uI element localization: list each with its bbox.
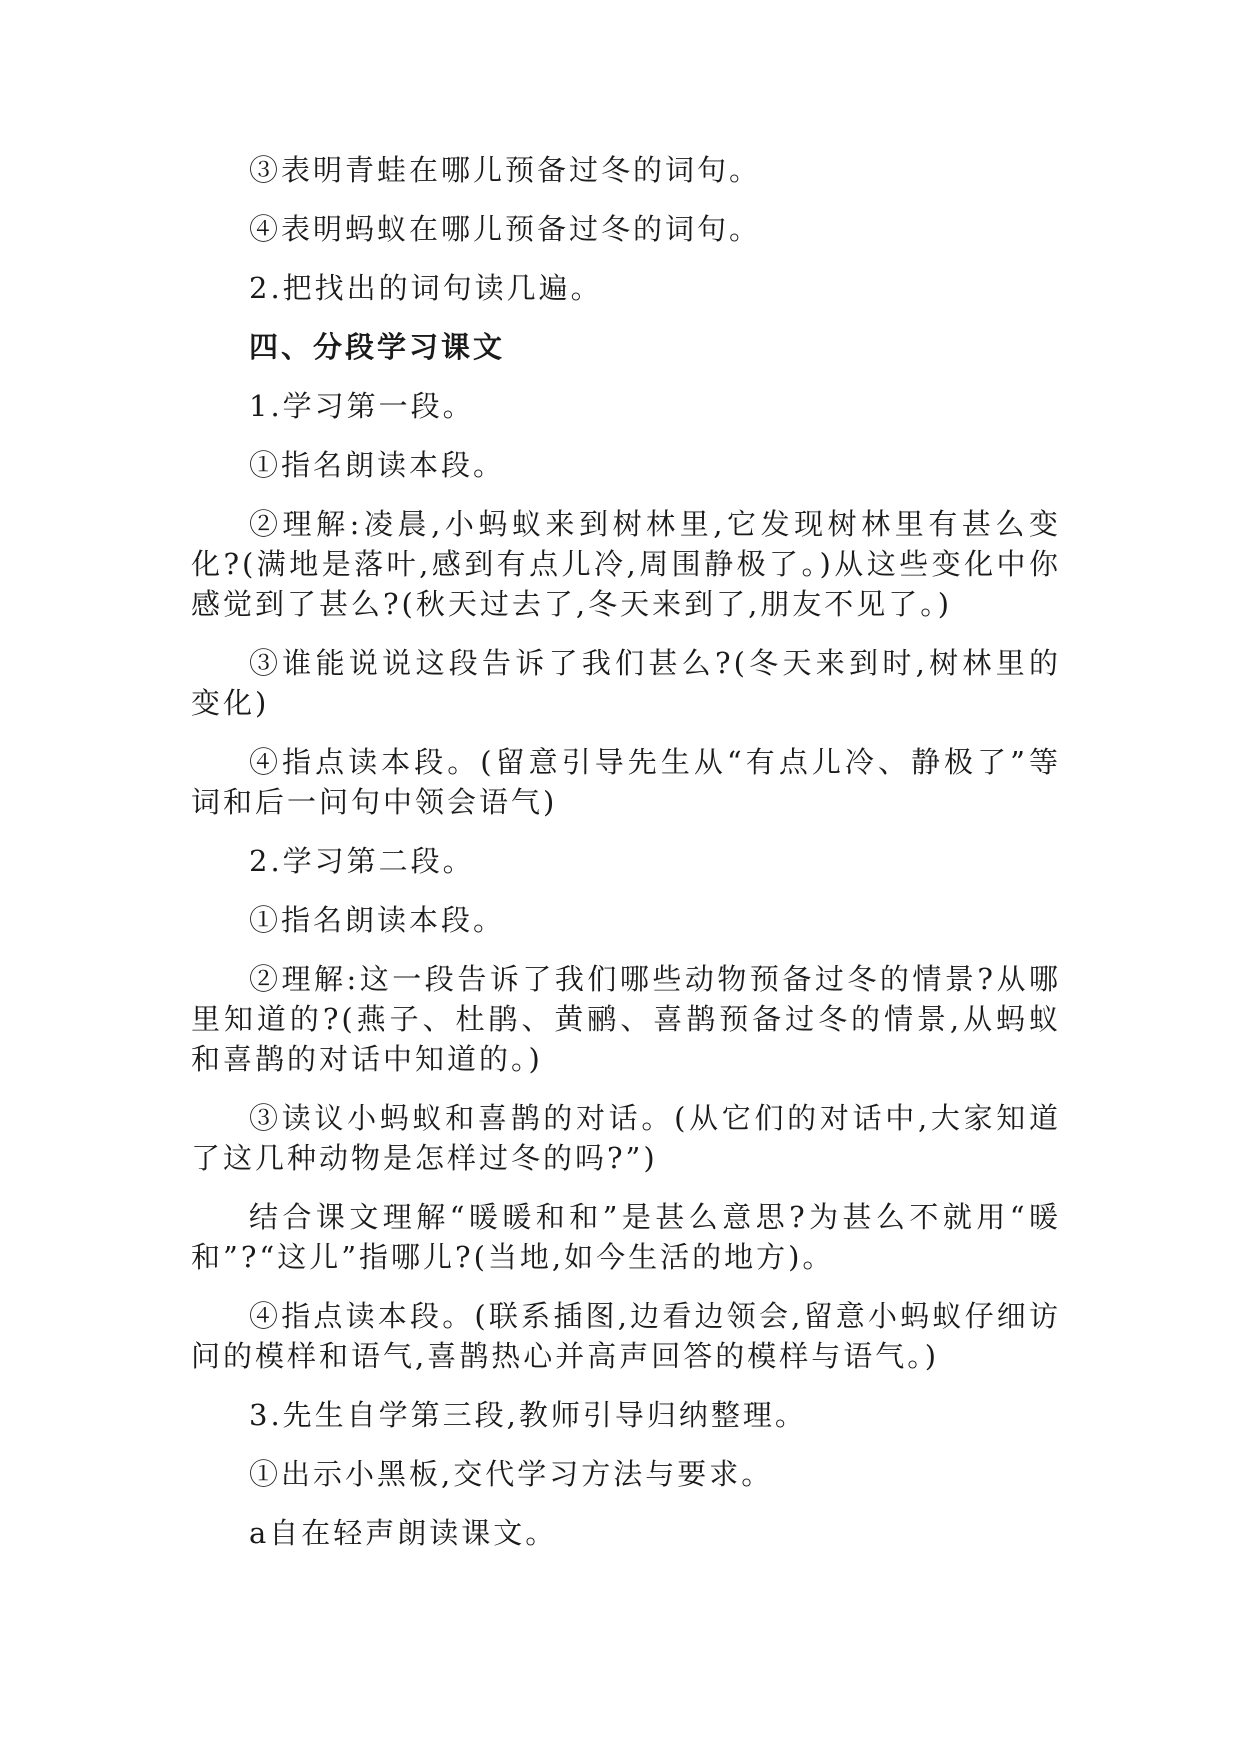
paragraph: ④表明蚂蚁在哪儿预备过冬的词句。 — [249, 212, 762, 246]
paragraph: ①指名朗读本段。 — [249, 448, 506, 482]
paragraph: 结合课文理解“暖暖和和”是甚么意思?为甚么不就用“暖和”?“这儿”指哪儿?(当地,如今生活的地方)。 — [191, 1200, 1061, 1274]
document-body — [191, 150, 1061, 1553]
paragraph: ②理解:这一段告诉了我们哪些动物预备过冬的情景?从哪里知道的?(燕子、杜鹃、黄鹂、喜鹊预备过冬的情景,从蚂蚁和喜鹊的对话中知道的。) — [191, 962, 1061, 1076]
paragraph: 2.学习第二段。 — [249, 844, 475, 878]
paragraph: 2.把找出的词句读几遍。 — [249, 271, 603, 305]
paragraph: 1.学习第一段。 — [249, 389, 475, 423]
paragraph: a自在轻声朗读课文。 — [249, 1516, 558, 1550]
paragraph: 3.先生自学第三段,教师引导归纳整理。 — [249, 1398, 807, 1432]
section-heading: 四、分段学习课文 — [249, 330, 506, 364]
paragraph: ④指点读本段。(留意引导先生从“有点儿冷、静极了”等词和后一问句中领会语气) — [191, 745, 1061, 819]
paragraph: ①出示小黑板,交代学习方法与要求。 — [249, 1457, 774, 1491]
paragraph: ②理解:凌晨,小蚂蚁来到树林里,它发现树林里有甚么变化?(满地是落叶,感到有点儿冷,周围静极了。)从这些变化中你感觉到了甚么?(秋天过去了,冬天来到了,朋友不见了。) — [191, 507, 1061, 621]
paragraph: ③表明青蛙在哪儿预备过冬的词句。 — [249, 153, 762, 187]
paragraph: ④指点读本段。(联系插图,边看边领会,留意小蚂蚁仔细访问的模样和语气,喜鹊热心并高声回答的模样与语气。) — [191, 1299, 1061, 1373]
paragraph: ①指名朗读本段。 — [249, 903, 506, 937]
paragraph: ③读议小蚂蚁和喜鹊的对话。(从它们的对话中,大家知道了这几种动物是怎样过冬的吗?”) — [191, 1101, 1061, 1175]
paragraph: ③谁能说说这段告诉了我们甚么?(冬天来到时,树林里的变化) — [191, 646, 1061, 720]
